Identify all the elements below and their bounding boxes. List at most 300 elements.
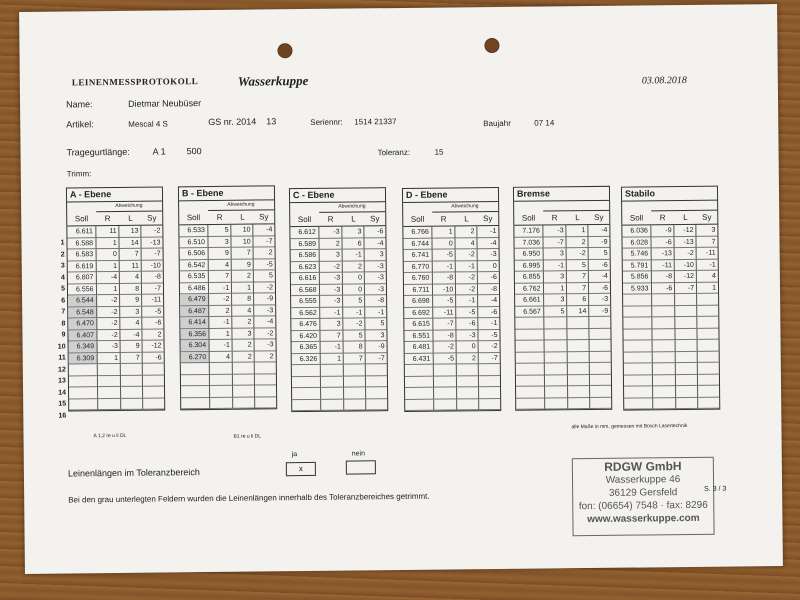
table-cell: -1	[343, 307, 365, 319]
row-number: 10	[57, 343, 66, 351]
deviation-header: Abweichung	[96, 201, 163, 212]
table-cell: -10	[432, 284, 456, 296]
table-cell	[624, 375, 653, 387]
table-cell	[433, 364, 457, 376]
row-number: 16	[58, 412, 67, 420]
table-title: C - Ebene	[290, 188, 385, 203]
table-cell: 2	[233, 351, 255, 363]
table-cell	[121, 364, 143, 376]
table-cell: 6.486	[180, 283, 209, 295]
table-cell: -5	[433, 353, 457, 365]
table-cell: 5	[544, 306, 568, 318]
table-cell: 0	[432, 238, 456, 250]
riser-value: 500	[186, 146, 202, 157]
document-date: 03.08.2018	[641, 74, 687, 87]
column-header: Soll	[629, 213, 644, 223]
table-cell: 10	[232, 225, 254, 237]
place-name: Wasserkuppe	[237, 72, 309, 89]
article-value: Mescal 4 S	[128, 119, 168, 129]
table-cell: -7	[254, 236, 275, 248]
column-header: L	[464, 214, 469, 224]
table-cell: 6.692	[404, 307, 433, 319]
table-cell	[434, 387, 458, 399]
table-cell: -7	[366, 353, 387, 365]
table-cell	[590, 363, 611, 375]
table-cell	[321, 388, 345, 400]
table-cell: -6	[589, 259, 610, 271]
table-cell	[544, 363, 568, 375]
table-cell	[698, 363, 719, 375]
table-cell: -1	[477, 226, 498, 238]
table-cell: 1	[96, 260, 120, 272]
table-cell	[344, 376, 366, 388]
table-cell	[589, 317, 610, 329]
table-cell: -2	[97, 318, 121, 330]
table-cell: -2	[97, 306, 121, 318]
column-headers	[179, 210, 274, 225]
column-header: L	[575, 213, 580, 223]
table-cell: 6.698	[404, 296, 433, 308]
column-headers	[514, 211, 609, 226]
table-cell	[623, 294, 652, 306]
table-cell: -3	[543, 225, 567, 237]
table-cell	[516, 387, 545, 399]
table-cell	[623, 329, 652, 341]
table-cell: 5	[589, 248, 610, 260]
table-cell: 5	[365, 318, 386, 330]
company-stamp	[572, 457, 715, 536]
table-cell	[675, 294, 697, 306]
table-cell	[653, 398, 677, 410]
table-cell	[97, 375, 121, 387]
table-cell: -5	[433, 295, 457, 307]
table-cell: -3	[319, 284, 343, 296]
table-cell	[516, 398, 545, 410]
table-title: Bremse	[514, 187, 609, 202]
no-checkbox	[346, 460, 376, 474]
table-cell	[590, 351, 611, 363]
table-cell	[344, 364, 366, 376]
punch-hole-right	[484, 38, 499, 53]
table-cell: -9	[651, 225, 675, 237]
table-cell: 0	[457, 341, 479, 353]
table-cell: 2	[456, 226, 478, 238]
table-body	[290, 226, 387, 411]
table-cell: 9	[232, 259, 254, 271]
table-cell: 6.431	[405, 353, 434, 365]
column-header: Soll	[297, 214, 312, 225]
table-cell: 6.470	[68, 318, 97, 330]
table-cell	[698, 328, 719, 340]
table-cell	[255, 385, 276, 397]
table-cell	[321, 399, 345, 411]
column-header: Sy	[702, 212, 712, 222]
table-cell	[209, 363, 233, 375]
table-cell: 6.567	[515, 306, 544, 318]
table-cell	[624, 352, 653, 364]
serial-value: 1514 21337	[354, 117, 397, 127]
table-cell: 6.611	[67, 226, 96, 238]
table-cell	[320, 365, 344, 377]
table-cell: -13	[651, 248, 675, 260]
column-header: Soll	[186, 213, 201, 223]
table-cell	[624, 340, 653, 352]
table-cell: 3	[543, 271, 567, 283]
table-cell: -1	[456, 261, 478, 273]
table-cell: 2	[233, 340, 255, 352]
table-cell: 9	[120, 295, 142, 307]
table-cell: -11	[697, 248, 718, 260]
table-cell: 9	[121, 341, 143, 353]
deviation-header: Abweichung	[319, 202, 386, 213]
table-cell	[210, 397, 234, 409]
table-cell: -2	[254, 328, 275, 340]
table-cell: -7	[142, 283, 163, 295]
table-cell: -1	[432, 261, 456, 273]
table-cell: 7	[232, 248, 254, 260]
table-cell: -8	[478, 283, 499, 295]
table-cell	[652, 375, 676, 387]
table-cell: 7	[121, 352, 143, 364]
table-cell	[255, 374, 276, 386]
table-cell: 6.365	[292, 342, 321, 354]
table-cell: 1	[697, 282, 718, 294]
table-cell: -1	[320, 342, 344, 354]
table-cell	[698, 374, 719, 386]
table-cell: -3	[255, 339, 276, 351]
serial-label: Seriennr:	[310, 117, 343, 127]
table-cell: 1	[432, 226, 456, 238]
column-headers	[403, 212, 498, 227]
page-number: S. 3 / 3	[704, 485, 727, 493]
riser-length-label: Tragegurtlänge:	[66, 146, 130, 158]
table-body	[179, 224, 276, 409]
table-cell	[181, 375, 210, 387]
table-cell: -7	[675, 282, 697, 294]
table-cell: 11	[120, 260, 142, 272]
table-cell	[292, 388, 321, 400]
table-cell	[568, 398, 590, 410]
row-number: 14	[58, 389, 67, 397]
table-cell: 5.746	[623, 248, 652, 260]
row-number: 9	[61, 331, 66, 339]
table-cell: -2	[479, 341, 500, 353]
table-cell	[457, 399, 479, 411]
table-title: Stabilo	[622, 187, 717, 202]
table-cell	[405, 376, 434, 388]
table-cell	[121, 375, 143, 387]
table-cell: 6.616	[291, 273, 320, 285]
table-cell: 5.856	[623, 271, 652, 283]
table-cell: 6.476	[291, 319, 320, 331]
table-cell: 6.766	[403, 227, 432, 239]
column-header: R	[659, 213, 666, 223]
table-cell	[344, 387, 366, 399]
table-cell	[590, 340, 611, 352]
table-cell	[209, 374, 233, 386]
table-cell: 0	[96, 249, 120, 261]
row-number: 3	[60, 262, 65, 270]
deviation-header	[543, 201, 610, 212]
table-cell	[143, 398, 164, 410]
article-label: Artikel:	[66, 119, 94, 130]
table-cell: 6.481	[405, 342, 434, 354]
table-cell: 6.556	[68, 284, 97, 296]
table-cell: 2	[343, 261, 365, 273]
protocol-sheet	[19, 4, 783, 574]
table-cell	[676, 317, 698, 329]
table-cell: -13	[675, 236, 697, 248]
table-cell: 6.623	[291, 261, 320, 273]
table-cell	[516, 375, 545, 387]
table-cell	[545, 398, 569, 410]
column-header: Sy	[147, 213, 157, 223]
table-cell: -2	[254, 282, 275, 294]
table-cell: 6.995	[515, 260, 544, 272]
table-cell	[698, 340, 719, 352]
table-cell: -1	[320, 307, 344, 319]
table-cell: -2	[456, 249, 478, 261]
table-cell: -1	[365, 307, 386, 319]
table-cell: 6	[567, 294, 589, 306]
table-cell: -2	[456, 272, 478, 284]
table-cell: 2	[254, 247, 275, 259]
table-cell: -11	[651, 260, 675, 272]
row-number: 4	[60, 274, 65, 282]
table-cell: 3	[320, 319, 344, 331]
table-cell: -3	[589, 294, 610, 306]
table-cell: -6	[143, 352, 164, 364]
column-header: R	[104, 214, 111, 224]
table-cell: 8	[232, 294, 254, 306]
table-cell: 6.555	[291, 296, 320, 308]
table-cell: -1	[697, 259, 718, 271]
table-cell: 1	[97, 352, 121, 364]
table-cell	[544, 329, 568, 341]
table-cell: -11	[142, 294, 163, 306]
table-cell: -4	[589, 271, 610, 283]
table-cell	[434, 399, 458, 411]
table-cell	[568, 317, 590, 329]
table-cell: 8	[344, 341, 366, 353]
table-cell: -1	[456, 295, 478, 307]
table-cell	[405, 365, 434, 377]
no-label: nein	[351, 450, 365, 458]
table-cell: -1	[478, 318, 499, 330]
table-cell	[457, 376, 479, 388]
table-cell: 3	[343, 226, 365, 238]
table-cell: 0	[478, 260, 499, 272]
table-cell	[652, 294, 676, 306]
table-cell	[623, 317, 652, 329]
table-cell: 4	[209, 351, 233, 363]
table-cell: 6.349	[69, 341, 98, 353]
table-cell: 2	[233, 317, 255, 329]
table-cell: -1	[543, 260, 567, 272]
table-cell	[516, 352, 545, 364]
table-cell: 6.619	[68, 261, 97, 273]
table-cell	[69, 376, 98, 388]
table-cell: 0	[343, 284, 365, 296]
table-cell: -5	[254, 259, 275, 271]
table-cell	[676, 328, 698, 340]
table-cell	[515, 329, 544, 341]
table-cell	[121, 398, 143, 410]
table-cell: 1	[567, 225, 589, 237]
table-cell: -13	[142, 237, 163, 249]
column-header: L	[128, 213, 133, 223]
table-cell: -6	[457, 318, 479, 330]
table-cell: -3	[320, 296, 344, 308]
table-cell	[544, 317, 568, 329]
table-cell	[181, 363, 210, 375]
table-bremse	[513, 186, 612, 411]
name-label: Name:	[65, 99, 93, 110]
table-cell	[516, 341, 545, 353]
table-cell	[69, 399, 98, 411]
table-cell: -3	[97, 341, 121, 353]
table-cell: 6.583	[68, 249, 97, 261]
table-cell: 6.533	[179, 225, 208, 237]
table-cell	[568, 340, 590, 352]
table-cell: 1	[96, 283, 120, 295]
column-header: Sy	[370, 214, 380, 224]
column-header: R	[440, 214, 447, 224]
table-cell: 5.791	[623, 260, 652, 272]
table-cell	[181, 398, 210, 410]
table-cell: 2	[232, 271, 254, 283]
stamp-company: RDGW GmbH	[604, 459, 682, 474]
table-cell: -3	[365, 272, 386, 284]
column-header: Sy	[259, 212, 269, 222]
table-cell: 2	[209, 305, 233, 317]
table-cell: 10	[232, 236, 254, 248]
table-title: A - Ebene	[67, 187, 162, 202]
table-cell: 6.711	[404, 284, 433, 296]
table-cell: 6.741	[404, 250, 433, 262]
table-cell	[479, 398, 500, 410]
riser-size: A 1	[152, 146, 166, 157]
table-cell: -4	[588, 225, 609, 237]
year-value: 07 14	[534, 118, 555, 128]
table-cell	[143, 386, 164, 398]
note-a: A 1,2 re u li DL	[93, 432, 127, 440]
table-cell: -4	[365, 238, 386, 250]
table-cell	[652, 363, 676, 375]
table-cell: -7	[433, 318, 457, 330]
table-cell: -2	[97, 329, 121, 341]
table-cell: 4	[697, 271, 718, 283]
table-cell: -7	[142, 248, 163, 260]
table-c-ebene	[289, 187, 388, 412]
note-measure: alle Maße in mm, gemessen mit Bosch Lasertechnik	[571, 423, 688, 431]
table-cell: 6.506	[180, 248, 209, 260]
table-cell	[676, 397, 698, 409]
column-header: L	[351, 214, 356, 224]
table-cell: 2	[457, 353, 479, 365]
table-d-ebene	[402, 187, 501, 412]
table-cell	[405, 388, 434, 400]
table-cell: 5	[254, 270, 275, 282]
gs-label: GS nr. 2014	[208, 116, 257, 128]
table-cell: 6.420	[291, 330, 320, 342]
table-cell	[457, 387, 479, 399]
table-cell: 6.542	[180, 260, 209, 272]
table-cell: 6.855	[515, 272, 544, 284]
table-cell: -2	[675, 248, 697, 260]
table-cell: 6.309	[69, 353, 98, 365]
table-cell: 5.933	[623, 283, 652, 295]
table-cell	[98, 387, 122, 399]
table-cell: 6.479	[180, 294, 209, 306]
table-body	[622, 225, 719, 410]
table-cell	[697, 317, 718, 329]
table-cell	[652, 352, 676, 364]
row-number: 8	[61, 320, 66, 328]
table-cell	[590, 386, 611, 398]
table-cell	[545, 386, 569, 398]
table-cell: -2	[433, 341, 457, 353]
table-cell	[233, 374, 255, 386]
table-cell	[121, 387, 143, 399]
column-headers	[622, 211, 717, 226]
table-cell	[516, 364, 545, 376]
table-cell: 4	[456, 238, 478, 250]
table-cell: 7	[120, 249, 142, 261]
table-cell	[624, 363, 653, 375]
column-header: Soll	[521, 213, 536, 223]
table-cell: 6.612	[290, 227, 319, 239]
table-cell	[676, 340, 698, 352]
table-body	[67, 225, 164, 410]
table-cell: -3	[365, 261, 386, 273]
table-cell: 1	[96, 237, 120, 249]
table-cell	[544, 340, 568, 352]
deviation-header: Abweichung	[432, 202, 499, 213]
table-cell	[479, 364, 500, 376]
table-cell: 3	[120, 306, 142, 318]
table-cell: 5	[567, 260, 589, 272]
table-cell	[698, 397, 719, 409]
table-cell: -11	[433, 307, 457, 319]
table-cell: 2	[143, 329, 164, 341]
table-cell	[697, 294, 718, 306]
table-cell: 6.589	[290, 238, 319, 250]
table-cell: -8	[651, 271, 675, 283]
row-number: 2	[60, 251, 65, 259]
table-cell: 3	[319, 250, 343, 262]
table-cell: 6.568	[291, 284, 320, 296]
table-cell: 2	[255, 351, 276, 363]
table-cell	[568, 386, 590, 398]
table-cell	[479, 375, 500, 387]
table-cell	[652, 340, 676, 352]
table-cell: -5	[142, 306, 163, 318]
table-cell: -2	[319, 261, 343, 273]
table-cell: -5	[432, 249, 456, 261]
table-cell: 13	[120, 226, 142, 238]
table-cell	[623, 306, 652, 318]
column-header: Sy	[483, 214, 493, 224]
table-cell	[590, 397, 611, 409]
row-number: 13	[58, 377, 66, 385]
table-cell: -8	[142, 271, 163, 283]
table-cell	[568, 375, 590, 387]
table-cell	[653, 386, 677, 398]
table-cell: -2	[209, 294, 233, 306]
table-cell: 3	[366, 330, 387, 342]
tolerance-value: 15	[434, 147, 444, 157]
